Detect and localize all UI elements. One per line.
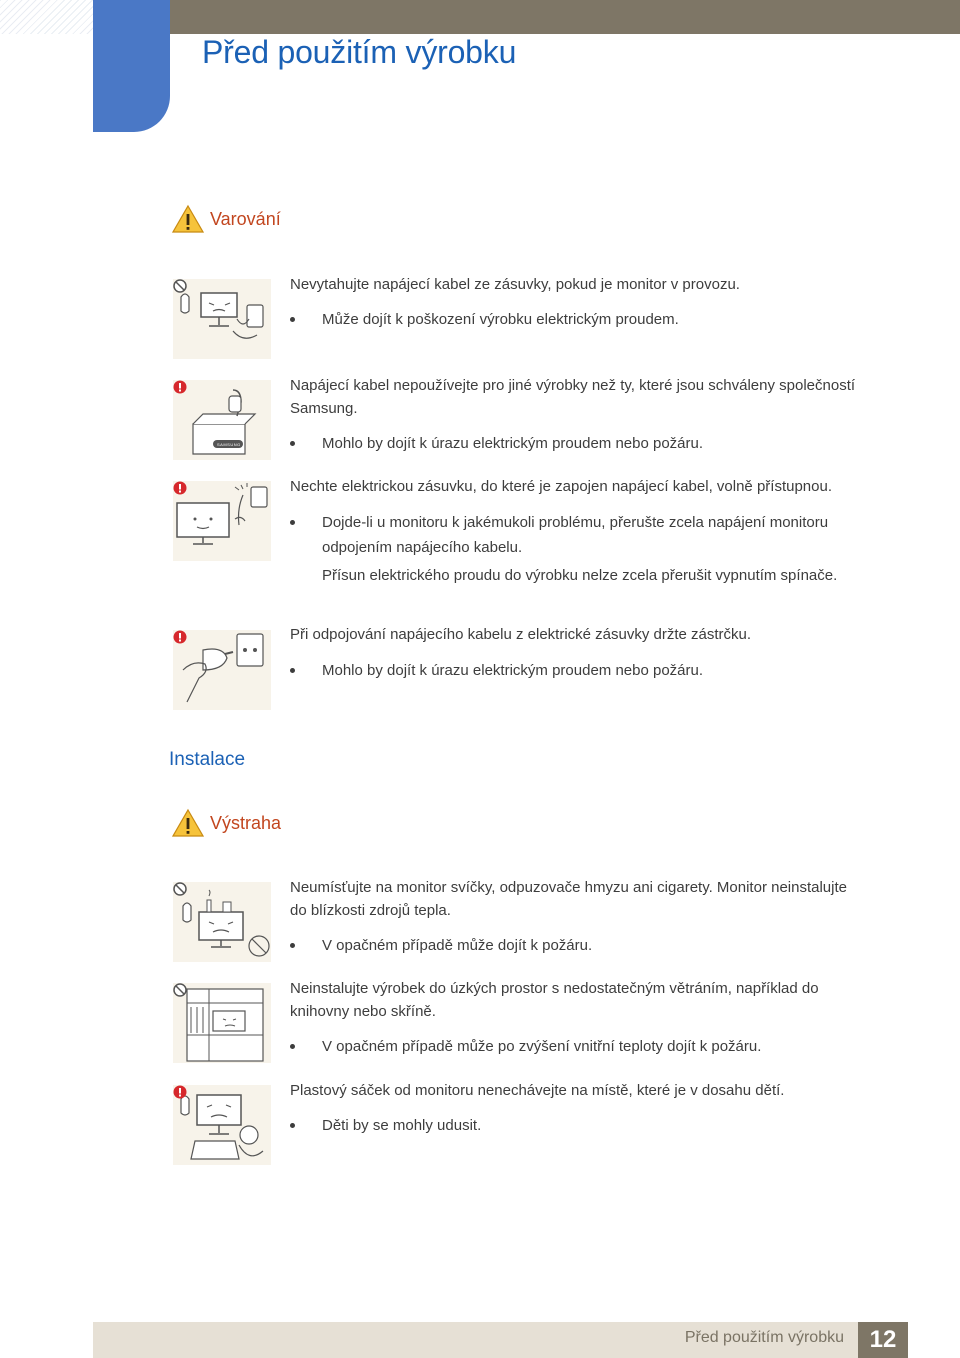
bullet-text: Dojde-li u monitoru k jakémukoli problému, přerušte zcela napájení monitoru odpojením napájecího kabelu. xyxy=(322,514,829,556)
warning-item-4-text: Při odpojování napájecího kabelu z elektrické zásuvky držte zástrčku. xyxy=(290,626,752,643)
warning-item-3-subtext: Přísun elektrického proudu do výrobku nelze zcela přerušit vypnutím spínače. xyxy=(322,567,838,584)
bullet-dot xyxy=(290,1123,295,1128)
install-item-1-text: Neumísťujte na monitor svíčky, odpuzovače hmyzu ani cigarety. Monitor neinstalujte do blízkosti zdrojů tepla. xyxy=(290,879,847,919)
warning-triangle-icon xyxy=(172,808,204,838)
warning-label: Varování xyxy=(210,208,281,229)
prohibition-icon xyxy=(173,882,187,896)
illustration-samsung-cable-only xyxy=(173,380,271,460)
footer-title: Před použitím výrobku xyxy=(684,1329,844,1346)
page-title: Před použitím výrobku xyxy=(202,34,517,70)
caution-icon xyxy=(173,1085,187,1099)
caution-icon xyxy=(173,380,187,394)
bullet-dot xyxy=(290,1044,295,1049)
caution-heading xyxy=(172,808,281,838)
caution-label: Výstraha xyxy=(210,812,282,833)
install-item-2-text: Neinstalujte výrobek do úzkých prostor s nedostatečným větráním, například do knihovny nebo skříně. xyxy=(290,980,819,1020)
warning-item-1-text: Nevytahujte napájecí kabel ze zásuvky, pokud je monitor v provozu. xyxy=(290,276,740,293)
bullet-dot xyxy=(290,520,295,525)
illustration-plastic-bag-children xyxy=(173,1085,271,1165)
header-hatch-pattern xyxy=(0,0,93,34)
warning-triangle-icon xyxy=(172,204,204,234)
bullet-text: Děti by se mohly udusit. xyxy=(322,1117,482,1134)
prohibition-icon xyxy=(173,279,187,293)
warning-heading xyxy=(172,204,281,234)
bullet-text: Může dojít k poškození výrobku elektrickým proudem. xyxy=(322,311,679,328)
caution-icon xyxy=(173,481,187,495)
bullet-text: V opačném případě může po zvýšení vnitřní teploty dojít k požáru. xyxy=(322,1038,762,1055)
install-item-3-bullet xyxy=(290,1113,865,1138)
footer-bar xyxy=(93,1322,908,1358)
prohibition-icon xyxy=(173,983,187,997)
warning-item-1-bullet xyxy=(290,307,865,332)
install-item-3-text: Plastový sáček od monitoru nenechávejte na místě, které je v dosahu dětí. xyxy=(290,1082,785,1099)
warning-item-2-bullet xyxy=(290,431,865,456)
section-title-installation: Instalace xyxy=(169,749,246,770)
bullet-text: Mohlo by dojít k úrazu elektrickým proudem nebo požáru. xyxy=(322,435,704,452)
warning-item-2-text: Napájecí kabel nepoužívejte pro jiné výrobky než ty, které jsou schváleny společností Samsung. xyxy=(290,377,856,417)
samsung-box-logo: SAMSUNG xyxy=(217,442,241,447)
illustration-no-enclosed-space xyxy=(173,983,271,1063)
bullet-dot xyxy=(290,943,295,948)
bullet-dot xyxy=(290,317,295,322)
warning-item-3-bullet xyxy=(290,510,865,560)
bullet-text: Mohlo by dojít k úrazu elektrickým proudem nebo požáru. xyxy=(322,662,704,679)
install-item-2-bullet xyxy=(290,1034,865,1059)
illustration-hold-plug xyxy=(173,630,271,710)
illustration-no-candles xyxy=(173,882,271,962)
bullet-dot xyxy=(290,441,295,446)
header-blue-tab xyxy=(93,0,170,132)
warning-item-3-text: Nechte elektrickou zásuvku, do které je zapojen napájecí kabel, volně přístupnou. xyxy=(290,478,832,495)
caution-icon xyxy=(173,630,187,644)
bullet-text: V opačném případě může dojít k požáru. xyxy=(322,937,593,954)
header-band xyxy=(170,0,960,34)
page-number: 12 xyxy=(858,1322,908,1358)
illustration-unplug-while-on xyxy=(173,279,271,359)
illustration-accessible-outlet xyxy=(173,481,271,561)
install-item-1-bullet xyxy=(290,933,865,958)
bullet-dot xyxy=(290,668,295,673)
warning-item-4-bullet xyxy=(290,658,865,683)
